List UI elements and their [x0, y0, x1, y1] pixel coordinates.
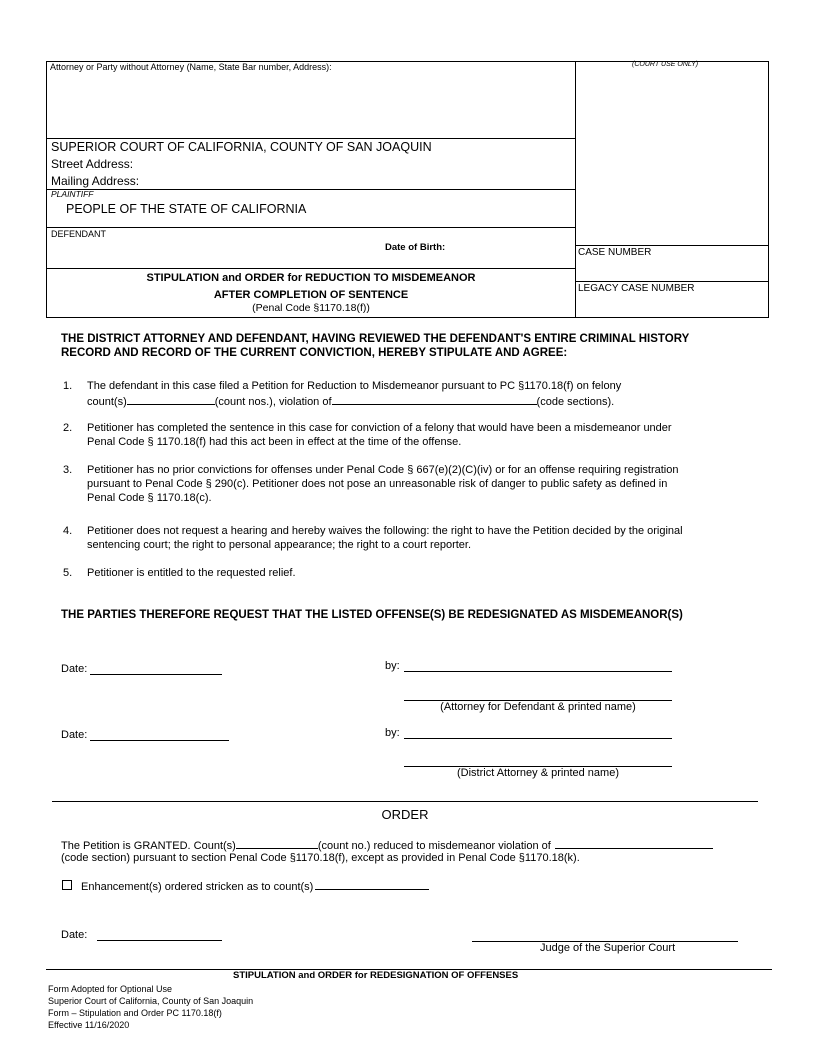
- footer-line-1: Form Adopted for Optional Use: [48, 984, 173, 994]
- attorney-caption: (Attorney for Defendant & printed name): [440, 701, 636, 713]
- item-5-number: 5.: [63, 567, 73, 579]
- form-title-line-3: (Penal Code §1170.18(f)): [252, 302, 370, 314]
- mailing-address-label: Mailing Address:: [51, 174, 140, 188]
- item-1-number: 1.: [63, 380, 73, 392]
- item-1-code-sections-label: (code sections).: [536, 396, 615, 408]
- item-1-counts-field[interactable]: [127, 393, 215, 405]
- court-name: SUPERIOR COURT OF CALIFORNIA, COUNTY OF SAN JOAQUIN: [51, 140, 432, 154]
- divider-case-number: [575, 245, 769, 246]
- enhancement-checkbox[interactable]: [62, 880, 72, 890]
- item-3-line-2: pursuant to Penal Code § 290(c). Petitioner does not pose an unreasonable risk of danger to public safety as defined in: [87, 478, 668, 490]
- footer-line-3: Form – Stipulation and Order PC 1170.18(f): [48, 1008, 222, 1018]
- case-number-label: CASE NUMBER: [578, 247, 652, 258]
- request-heading: THE PARTIES THEREFORE REQUEST THAT THE LISTED OFFENSE(S) BE REDESIGNATED AS MISDEMEANOR(S): [61, 609, 683, 621]
- divider-court: [46, 189, 576, 190]
- by-label-attorney: by:: [385, 660, 400, 672]
- item-1-counts-label: count(s): [87, 396, 127, 408]
- divider-plaintiff: [46, 227, 576, 228]
- dob-label: Date of Birth:: [385, 242, 446, 253]
- item-3-number: 3.: [63, 464, 73, 476]
- item-4-line-2: sentencing court; the right to personal appearance; the right to a court reporter.: [87, 539, 472, 551]
- divider-defendant: [46, 268, 576, 269]
- order-counts-field[interactable]: [236, 837, 318, 849]
- attorney-signature-line[interactable]: [404, 671, 672, 672]
- item-1-violation-label: (count nos.), violation of: [214, 396, 332, 408]
- enhancement-counts-field[interactable]: [315, 878, 429, 890]
- footer-line-4: Effective 11/16/2020: [48, 1020, 130, 1030]
- divider-attorney: [46, 138, 576, 139]
- order-heading: ORDER: [381, 807, 429, 822]
- item-1-line-1: The defendant in this case filed a Petition for Reduction to Misdemeanor pursuant to PC §1170.18(f) on felony: [87, 380, 622, 392]
- item-1-line-2: [87, 393, 614, 409]
- divider-legacy-case: [575, 281, 769, 282]
- item-2-line-2: Penal Code § 1170.18(f) had this act been in effect at the time of the offense.: [87, 436, 462, 448]
- item-2-number: 2.: [63, 422, 73, 434]
- order-violation-field[interactable]: [555, 837, 713, 849]
- plaintiff-label: PLAINTIFF: [51, 189, 94, 199]
- street-address-label: Street Address:: [51, 157, 134, 171]
- item-2-line-1: Petitioner has completed the sentence in this case for conviction of a felony that would have been a misdemeanor under: [87, 422, 672, 434]
- date-field-da[interactable]: [90, 740, 229, 741]
- enhancement-line: [81, 878, 429, 894]
- item-3-line-3: Penal Code § 1170.18(c).: [87, 492, 212, 504]
- item-5-line-1: Petitioner is entitled to the requested relief.: [87, 567, 296, 579]
- order-date-label: Date:: [61, 929, 88, 941]
- item-3-line-1: Petitioner has no prior convictions for offenses under Penal Code § 667(e)(2)(C)(iv) or for an offense requiring registration: [87, 464, 679, 476]
- item-4-number: 4.: [63, 525, 73, 537]
- order-granted-text: The Petition is GRANTED. Count(s): [61, 840, 236, 852]
- plaintiff-name: PEOPLE OF THE STATE OF CALIFORNIA: [66, 202, 307, 216]
- item-1-code-sections-field[interactable]: [332, 393, 537, 405]
- enhancement-label: Enhancement(s) ordered stricken as to count(s): [81, 881, 314, 893]
- judge-caption: Judge of the Superior Court: [540, 942, 676, 954]
- order-date-field[interactable]: [97, 940, 222, 941]
- date-label-da: Date:: [61, 729, 88, 741]
- footer-title: STIPULATION and ORDER for REDESIGNATION OF OFFENSES: [233, 970, 519, 981]
- court-use-label: (COURT USE ONLY): [632, 61, 699, 68]
- defendant-label: DEFENDANT: [51, 229, 107, 239]
- date-label-attorney: Date:: [61, 663, 88, 675]
- order-line-2: (code section) pursuant to section Penal Code §1170.18(f), except as provided in Penal Code §1170.18(k).: [61, 852, 580, 864]
- order-reduced-text: (count no.) reduced to misdemeanor violation of: [317, 840, 551, 852]
- da-signature-line[interactable]: [404, 738, 672, 739]
- item-4-line-1: Petitioner does not request a hearing and hereby waives the following: the right to have the Petition decided by the original: [87, 525, 683, 537]
- footer-line-2: Superior Court of California, County of San Joaquin: [48, 996, 254, 1006]
- attorney-label: Attorney or Party without Attorney (Name, State Bar number, Address):: [50, 62, 332, 72]
- stipulation-intro-line-1: THE DISTRICT ATTORNEY AND DEFENDANT, HAVING REVIEWED THE DEFENDANT'S ENTIRE CRIMINAL HISTORY: [61, 333, 690, 345]
- form-title-line-1: STIPULATION and ORDER for REDUCTION TO MISDEMEANOR: [146, 272, 476, 284]
- date-field-attorney[interactable]: [90, 674, 222, 675]
- da-caption: (District Attorney & printed name): [456, 767, 619, 779]
- order-separator: [52, 801, 758, 802]
- legacy-case-number-label: LEGACY CASE NUMBER: [578, 283, 695, 294]
- form-title-line-2: AFTER COMPLETION OF SENTENCE: [213, 289, 409, 301]
- stipulation-intro-line-2: RECORD AND RECORD OF THE CURRENT CONVICTION, HEREBY STIPULATE AND AGREE:: [61, 347, 568, 359]
- by-label-da: by:: [385, 727, 400, 739]
